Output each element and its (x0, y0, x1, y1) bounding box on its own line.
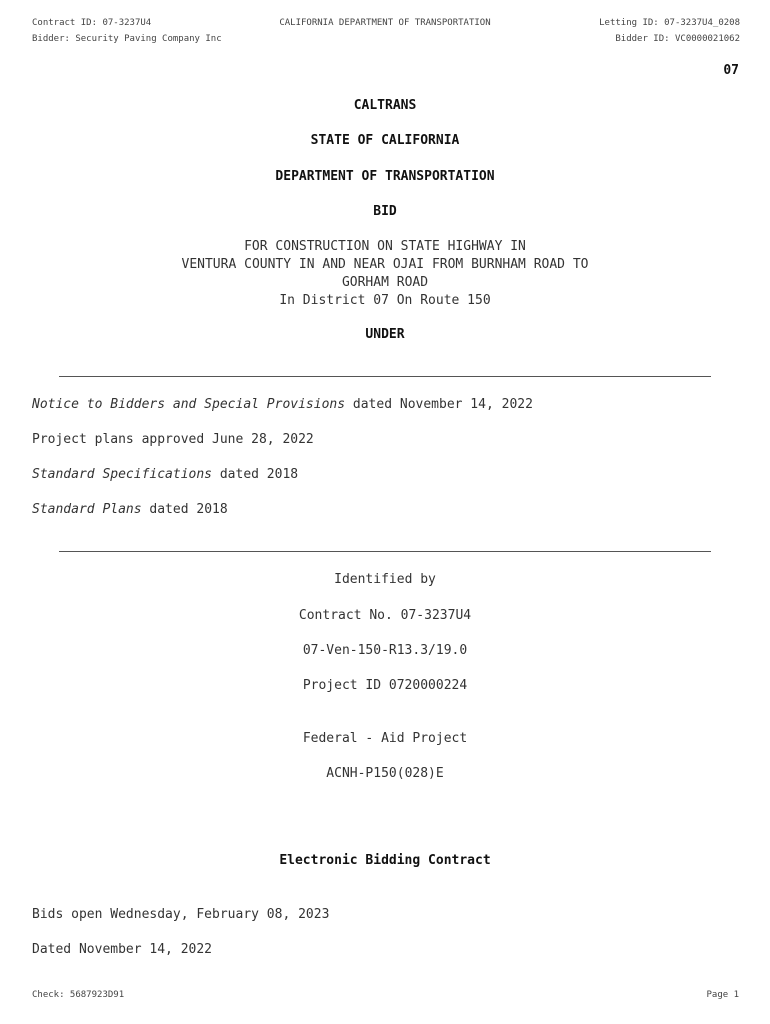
specs-date: dated 2018 (212, 467, 299, 482)
federal-aid-number: ACNH-P150(028)E (326, 766, 444, 781)
project-line-1: FOR CONSTRUCTION ON STATE HIGHWAY IN (244, 239, 526, 254)
bidder-header: Bidder: Security Paving Company Inc (32, 34, 222, 44)
contract-type: Electronic Bidding Contract (279, 853, 491, 868)
project-description (0, 238, 770, 310)
federal-aid-label: Federal - Aid Project (302, 731, 468, 746)
department-header: CALIFORNIA DEPARTMENT OF TRANSPORTATION (279, 18, 491, 28)
title-department: DEPARTMENT OF TRANSPORTATION (275, 169, 495, 184)
notice-italic: Notice to Bidders and Special Provisions (32, 397, 346, 412)
specs-italic: Standard Specifications (32, 467, 213, 482)
title-bid: BID (373, 204, 397, 219)
project-id: Project ID 0720000224 (302, 678, 468, 693)
divider-top (59, 376, 711, 377)
bidder-id-header: Bidder ID: VC0000021062 (615, 34, 740, 44)
bids-open: Bids open Wednesday, February 08, 2023 (32, 907, 330, 922)
notice-to-bidders (32, 397, 533, 412)
standard-plans (32, 502, 228, 517)
project-line-3: GORHAM ROAD (341, 275, 429, 290)
under-label: UNDER (365, 327, 405, 342)
district-code: 07 (723, 63, 739, 78)
std-plans-italic: Standard Plans (32, 502, 142, 517)
dated: Dated November 14, 2022 (32, 942, 213, 957)
contract-id-header: Contract ID: 07-3237U4 (32, 18, 152, 28)
identified-by: Identified by (334, 572, 436, 587)
notice-date: dated November 14, 2022 (345, 397, 533, 412)
standard-specifications (32, 467, 298, 482)
letting-id-header: Letting ID: 07-3237U4_0208 (599, 18, 740, 28)
project-line-4: In District 07 On Route 150 (279, 293, 491, 308)
check-code: Check: 5687923D91 (32, 990, 125, 1000)
project-location: 07-Ven-150-R13.3/19.0 (302, 643, 468, 658)
divider-bottom (59, 551, 711, 552)
std-plans-date: dated 2018 (141, 502, 228, 517)
title-state: STATE OF CALIFORNIA (310, 133, 460, 148)
project-line-2: VENTURA COUNTY IN AND NEAR OJAI FROM BURNHAM ROAD TO (181, 257, 589, 272)
page-number: Page 1 (706, 990, 739, 1000)
title-caltrans: CALTRANS (353, 98, 417, 113)
project-plans: Project plans approved June 28, 2022 (32, 432, 314, 447)
contract-number: Contract No. 07-3237U4 (298, 608, 472, 623)
